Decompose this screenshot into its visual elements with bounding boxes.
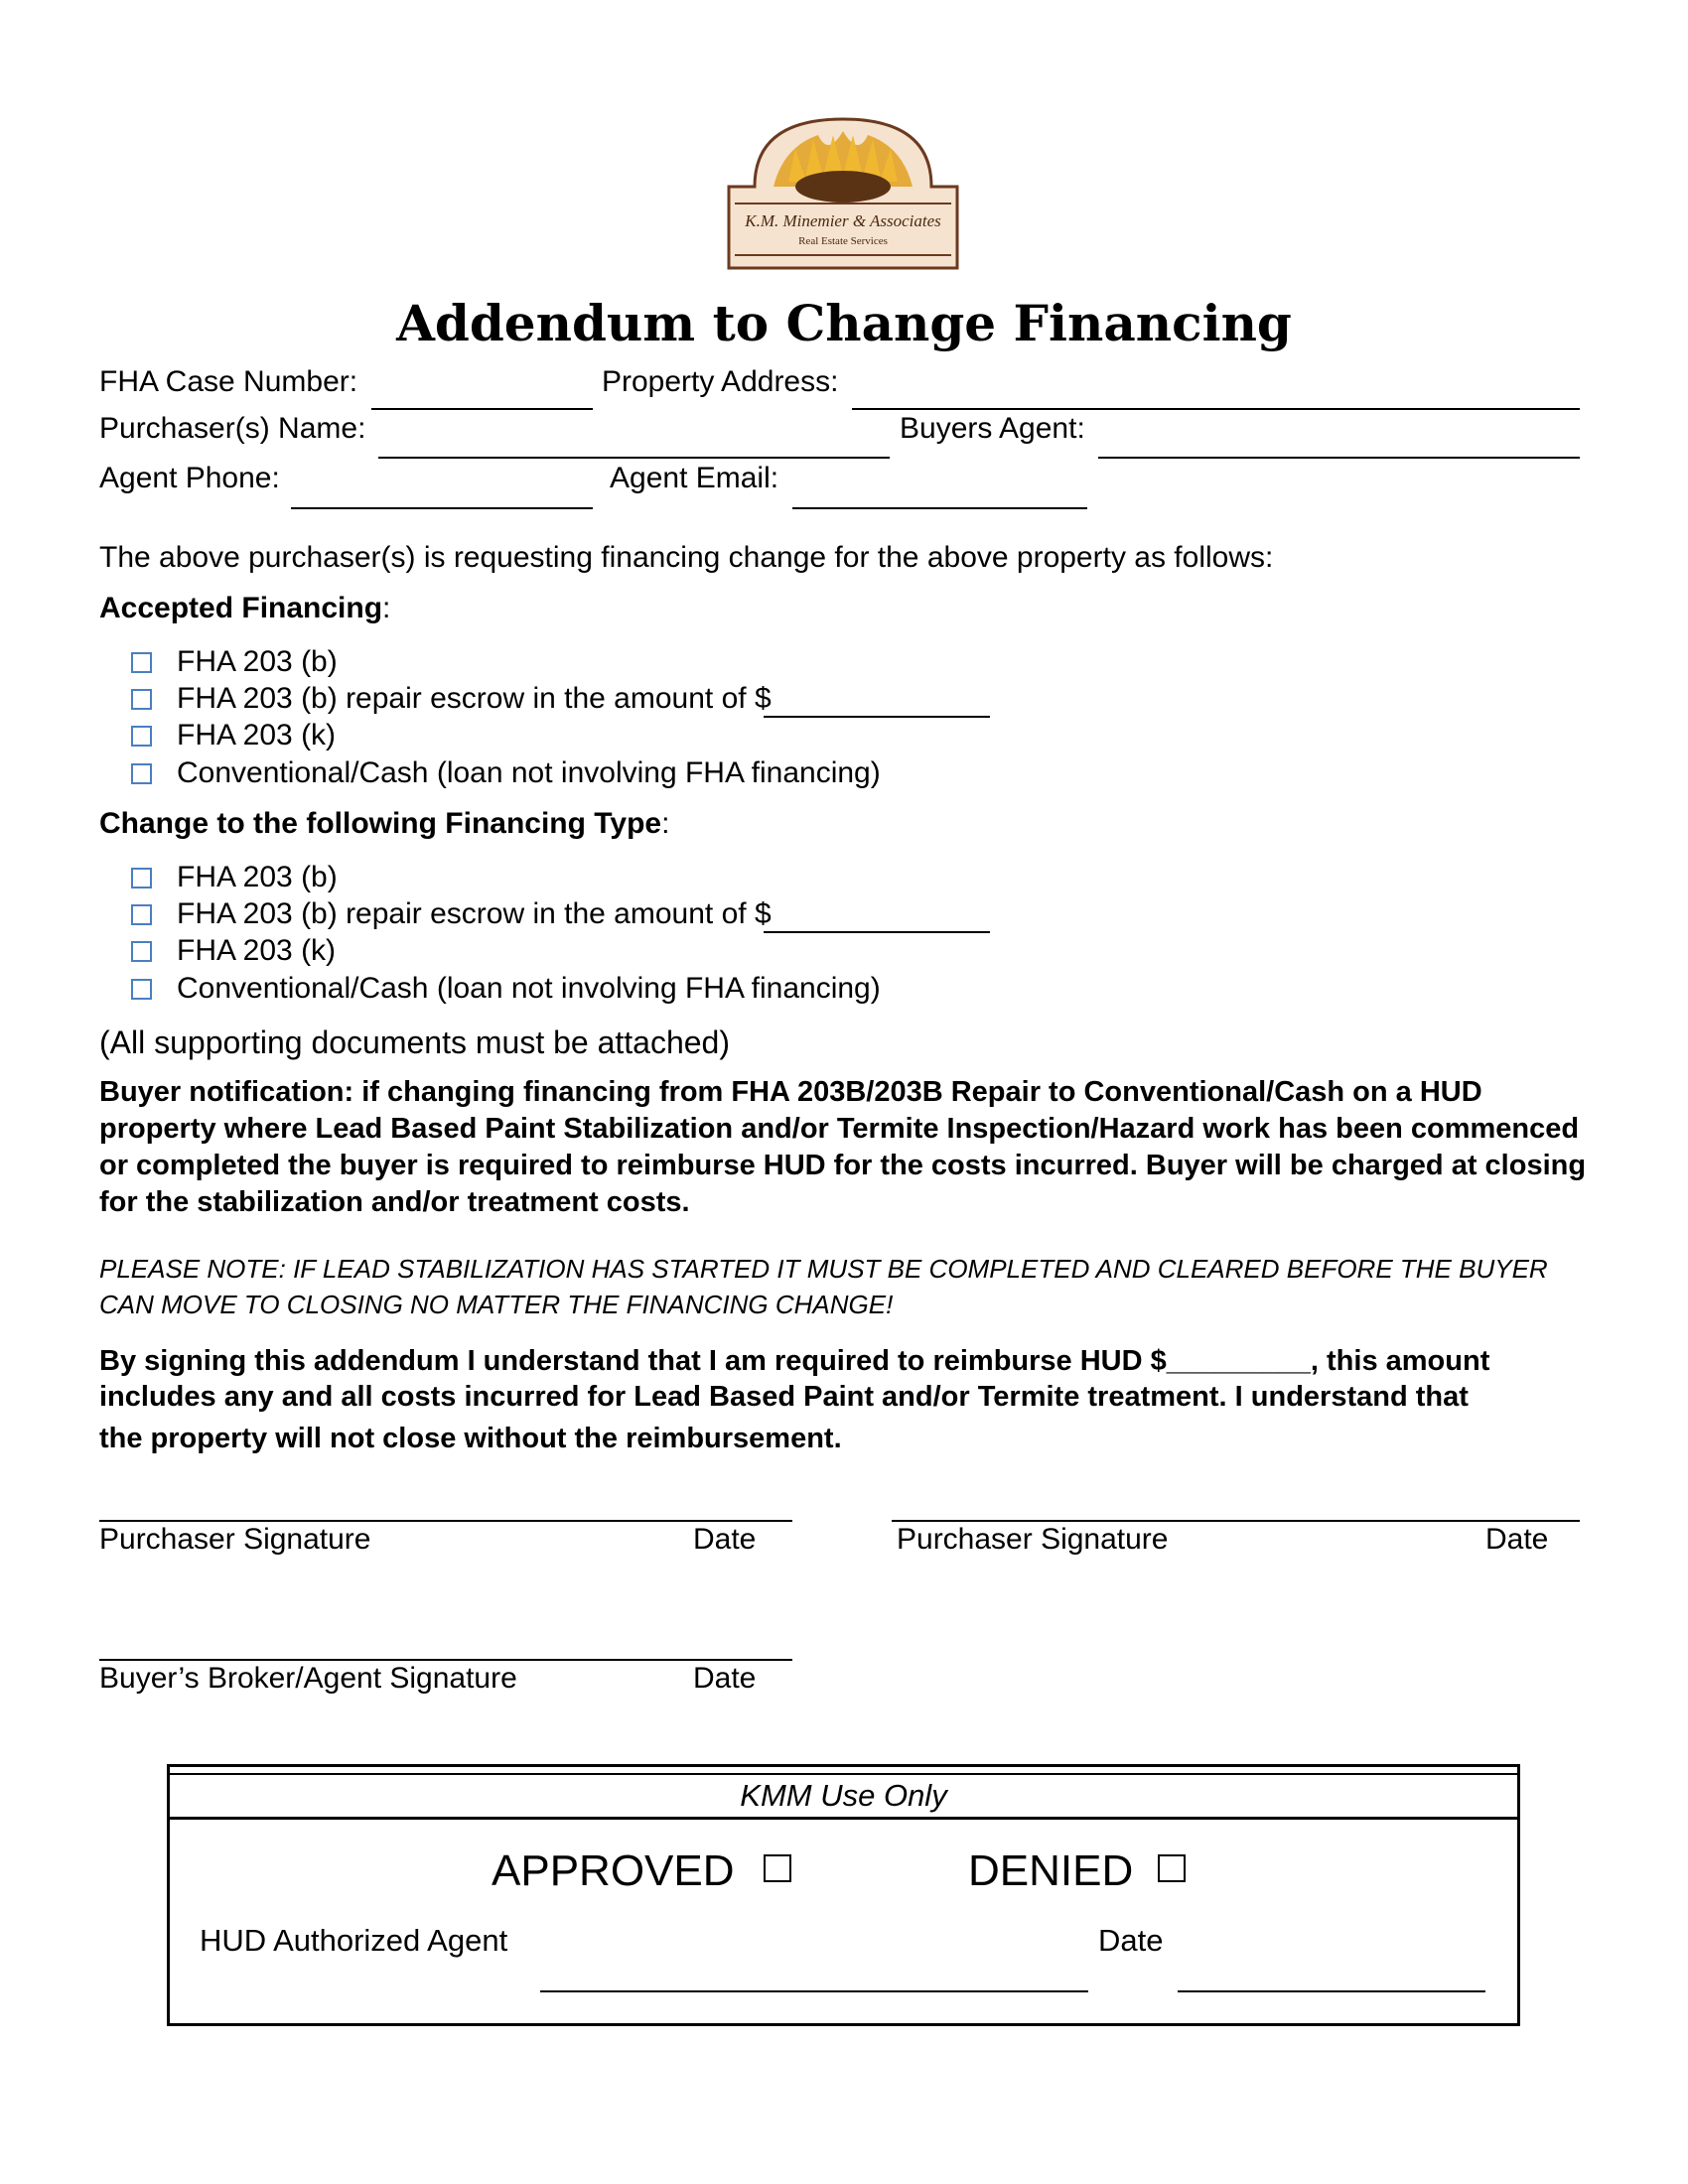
hud-agent-signature-line[interactable]	[540, 1990, 1088, 1992]
accepted-financing-heading-text: Accepted Financing	[99, 592, 383, 624]
purchaser-signature-line-1[interactable]	[99, 1520, 792, 1522]
fha-case-number-field[interactable]	[371, 408, 593, 410]
purchaser-signature-label-2: Purchaser Signature	[897, 1523, 1169, 1556]
change-financing-heading	[99, 807, 669, 841]
property-address-field[interactable]	[852, 408, 1580, 410]
change-conventional-label: Conventional/Cash (loan not involving FHA financing)	[177, 972, 881, 1005]
change-fha-203b-repair-checkbox[interactable]	[131, 904, 152, 925]
svg-text:K.M. Minemier & Associates: K.M. Minemier & Associates	[745, 211, 941, 230]
purchaser-name-field[interactable]	[378, 457, 890, 459]
reimburse-paragraph: By signing this addendum I understand that I am required to reimburse HUD $_________, this amount includes any and all costs incurred for Lead Based Paint and/or Termite treatment. I understand that	[99, 1345, 1490, 1413]
change-conventional-checkbox[interactable]	[131, 979, 152, 1000]
broker-signature-label: Buyer’s Broker/Agent Signature	[99, 1662, 517, 1695]
kmm-use-only-box	[167, 1764, 1520, 2026]
accepted-fha-203k-checkbox[interactable]	[131, 726, 152, 747]
change-financing-heading-text: Change to the following Financing Type	[99, 807, 662, 840]
accepted-fha-203b-repair-label: FHA 203 (b) repair escrow in the amount of $	[177, 682, 772, 715]
change-fha-203b-repair-label: FHA 203 (b) repair escrow in the amount of $	[177, 897, 772, 930]
kmm-header-divider-top	[170, 1773, 1517, 1775]
agent-email-label: Agent Email:	[610, 462, 779, 494]
denied-checkbox[interactable]	[1158, 1854, 1186, 1882]
accepted-conventional-checkbox[interactable]	[131, 763, 152, 784]
change-repair-amount-field[interactable]	[764, 931, 990, 933]
accepted-financing-heading	[99, 592, 390, 625]
buyer-notification-paragraph: Buyer notification: if changing financing from FHA 203B/203B Repair to Conventional/Cash on a HUD property where Lead Based Paint Stabilization and/or Termite Inspection/Hazard work has been commenced or completed the buyer is required to reimburse HUD for the costs incurred. Buyer will be charged at closing for the stabilization and/or treatment costs.	[99, 1076, 1587, 1218]
change-fha-203k-label: FHA 203 (k)	[177, 934, 337, 967]
purchaser-signature-line-2[interactable]	[892, 1520, 1580, 1522]
broker-signature-line[interactable]	[99, 1659, 792, 1661]
accepted-repair-amount-field[interactable]	[764, 716, 990, 718]
intro-text: The above purchaser(s) is requesting financing change for the above property as follows:	[99, 541, 1274, 574]
agent-email-field[interactable]	[792, 507, 1087, 509]
agent-phone-label: Agent Phone:	[99, 462, 280, 494]
purchaser-date-label-1: Date	[693, 1523, 757, 1556]
change-financing-colon: :	[661, 807, 670, 840]
change-fha-203b-label: FHA 203 (b)	[177, 861, 338, 893]
accepted-fha-203b-label: FHA 203 (b)	[177, 645, 338, 678]
buyers-agent-field[interactable]	[1098, 457, 1580, 459]
accepted-fha-203k-label: FHA 203 (k)	[177, 719, 337, 751]
supporting-docs-note: (All supporting documents must be attached)	[99, 1024, 730, 1060]
accepted-fha-203b-repair-checkbox[interactable]	[131, 689, 152, 710]
approved-checkbox[interactable]	[764, 1854, 791, 1882]
hud-agent-label: HUD Authorized Agent	[200, 1923, 508, 1958]
purchaser-date-label-2: Date	[1485, 1523, 1549, 1556]
change-fha-203b-checkbox[interactable]	[131, 868, 152, 888]
purchaser-signature-label-1: Purchaser Signature	[99, 1523, 371, 1556]
change-fha-203k-checkbox[interactable]	[131, 941, 152, 962]
accepted-financing-colon: :	[382, 592, 391, 624]
reimburse-paragraph-end: the property will not close without the reimbursement.	[99, 1423, 842, 1454]
fha-case-number-label: FHA Case Number:	[99, 365, 358, 398]
accepted-fha-203b-checkbox[interactable]	[131, 652, 152, 673]
kmm-header: KMM Use Only	[740, 1778, 947, 1813]
property-address-label: Property Address:	[602, 365, 839, 398]
broker-date-label: Date	[693, 1662, 757, 1695]
page-title: Addendum to Change Financing	[396, 294, 1292, 352]
agent-phone-field[interactable]	[291, 507, 593, 509]
svg-text:Real Estate Services: Real Estate Services	[798, 235, 888, 247]
please-note-paragraph: PLEASE NOTE: IF LEAD STABILIZATION HAS STARTED IT MUST BE COMPLETED AND CLEARED BEFORE THE BUYER CAN MOVE TO CLOSING NO MATTER THE FINANCING CHANGE!	[99, 1254, 1548, 1319]
accepted-conventional-label: Conventional/Cash (loan not involving FHA financing)	[177, 756, 881, 789]
hud-date-line[interactable]	[1178, 1990, 1485, 1992]
buyers-agent-label: Buyers Agent:	[900, 412, 1085, 445]
hud-date-label: Date	[1098, 1923, 1164, 1958]
purchaser-name-label: Purchaser(s) Name:	[99, 412, 366, 445]
company-logo	[725, 117, 961, 272]
approved-label: APPROVED	[492, 1846, 735, 1895]
denied-label: DENIED	[968, 1846, 1134, 1895]
kmm-header-divider-bottom	[170, 1817, 1517, 1820]
